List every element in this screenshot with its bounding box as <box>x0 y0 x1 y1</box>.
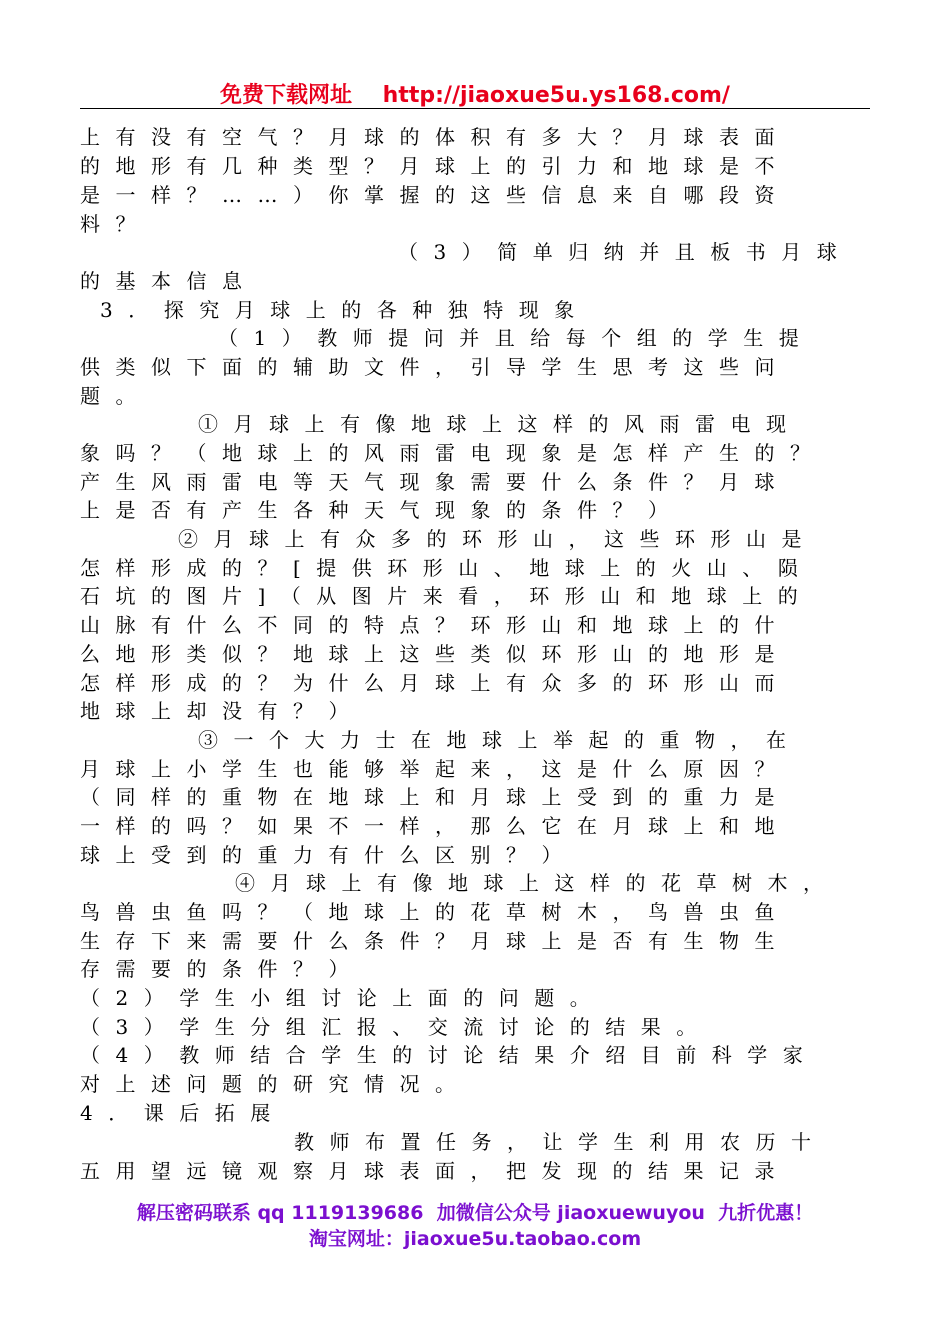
footer-taobao-link[interactable]: 淘宝网址：jiaoxue5u.taobao.com <box>308 1228 642 1250</box>
body-line: 么地形类似？地球上这些类似环形山的地形是 <box>80 642 790 666</box>
body-line: 石坑的图片]（从图片来看，环形山和地球上的 <box>80 584 814 608</box>
body-line: 教师布置任务，让学生利用农历十 <box>294 1130 827 1154</box>
body-line: ②月球上有众多的环形山，这些环形山是 <box>178 527 817 551</box>
body-line: ③一个大力士在地球上举起的重物，在 <box>198 728 802 752</box>
body-line: 象吗？（地球上的风雨雷电现象是怎样产生的？ <box>80 441 826 465</box>
body-line: 的基本信息 <box>80 269 258 293</box>
body-line: 上是否有产生各种天气现象的条件？） <box>80 498 684 522</box>
body-line: 山脉有什么不同的特点？环形山和地球上的什 <box>80 613 790 637</box>
body-line: ④月球上有像地球上这样的花草树木， <box>235 871 839 895</box>
body-line: 怎样形成的？[提供环形山、地球上的火山、陨 <box>80 556 814 580</box>
body-line: 产生风雨雷电等天气现象需要什么条件？月球 <box>80 470 790 494</box>
section-heading: 3．探究月球上的各种独特现象 <box>100 298 590 322</box>
section-heading: 4．课后拓展 <box>80 1101 286 1125</box>
body-line: 鸟兽虫鱼吗？（地球上的花草树木，鸟兽虫鱼 <box>80 900 790 924</box>
body-line: （同样的重物在地球上和月球上受到的重力是 <box>80 785 790 809</box>
page-header <box>0 78 950 109</box>
body-line: 存需要的条件？） <box>80 957 364 981</box>
body-line: ①月球上有像地球上这样的风雨雷电现 <box>198 412 802 436</box>
body-line: 料？ <box>80 212 151 236</box>
body-line: 五用望远镜观察月球表面，把发现的结果记录 <box>80 1159 790 1183</box>
body-line: （2）学生小组讨论上面的问题。 <box>80 986 606 1010</box>
body-line: （3）简单归纳并且板书月球 <box>398 240 853 264</box>
body-line: 的地形有几种类型？月球上的引力和地球是不 <box>80 154 790 178</box>
body-line: 对上述问题的研究情况。 <box>80 1072 471 1096</box>
body-line: 是一样？……）你掌握的这些信息来自哪段资 <box>80 183 790 207</box>
download-url[interactable]: http://jiaoxue5u.ys168.com/ <box>382 83 730 108</box>
header-divider <box>80 108 870 109</box>
body-line: 上有没有空气？月球的体积有多大？月球表面 <box>80 125 790 149</box>
body-line: （4）教师结合学生的讨论结果介绍目前科学家 <box>80 1043 819 1067</box>
body-line: 生存下来需要什么条件？月球上是否有生物生 <box>80 929 790 953</box>
body-line: 月球上小学生也能够举起来，这是什么原因？ <box>80 757 790 781</box>
body-line: （1）教师提问并且给每个组的学生提 <box>218 326 815 350</box>
body-line: 地球上却没有？） <box>80 699 364 723</box>
body-line: 怎样形成的？为什么月球上有众多的环形山而 <box>80 671 790 695</box>
footer-contact: 解压密码联系 qq 1119139686 加微信公众号 jiaoxuewuyou 九折优惠！ <box>136 1202 814 1224</box>
body-line: 题。 <box>80 384 151 408</box>
body-line: 一样的吗？如果不一样，那么它在月球上和地 <box>80 814 790 838</box>
body-line: （3）学生分组汇报、交流讨论的结果。 <box>80 1015 712 1039</box>
body-line: 球上受到的重力有什么区别？） <box>80 843 577 867</box>
download-label: 免费下载网址 <box>220 83 353 108</box>
body-line: 供类似下面的辅助文件，引导学生思考这些问 <box>80 355 790 379</box>
